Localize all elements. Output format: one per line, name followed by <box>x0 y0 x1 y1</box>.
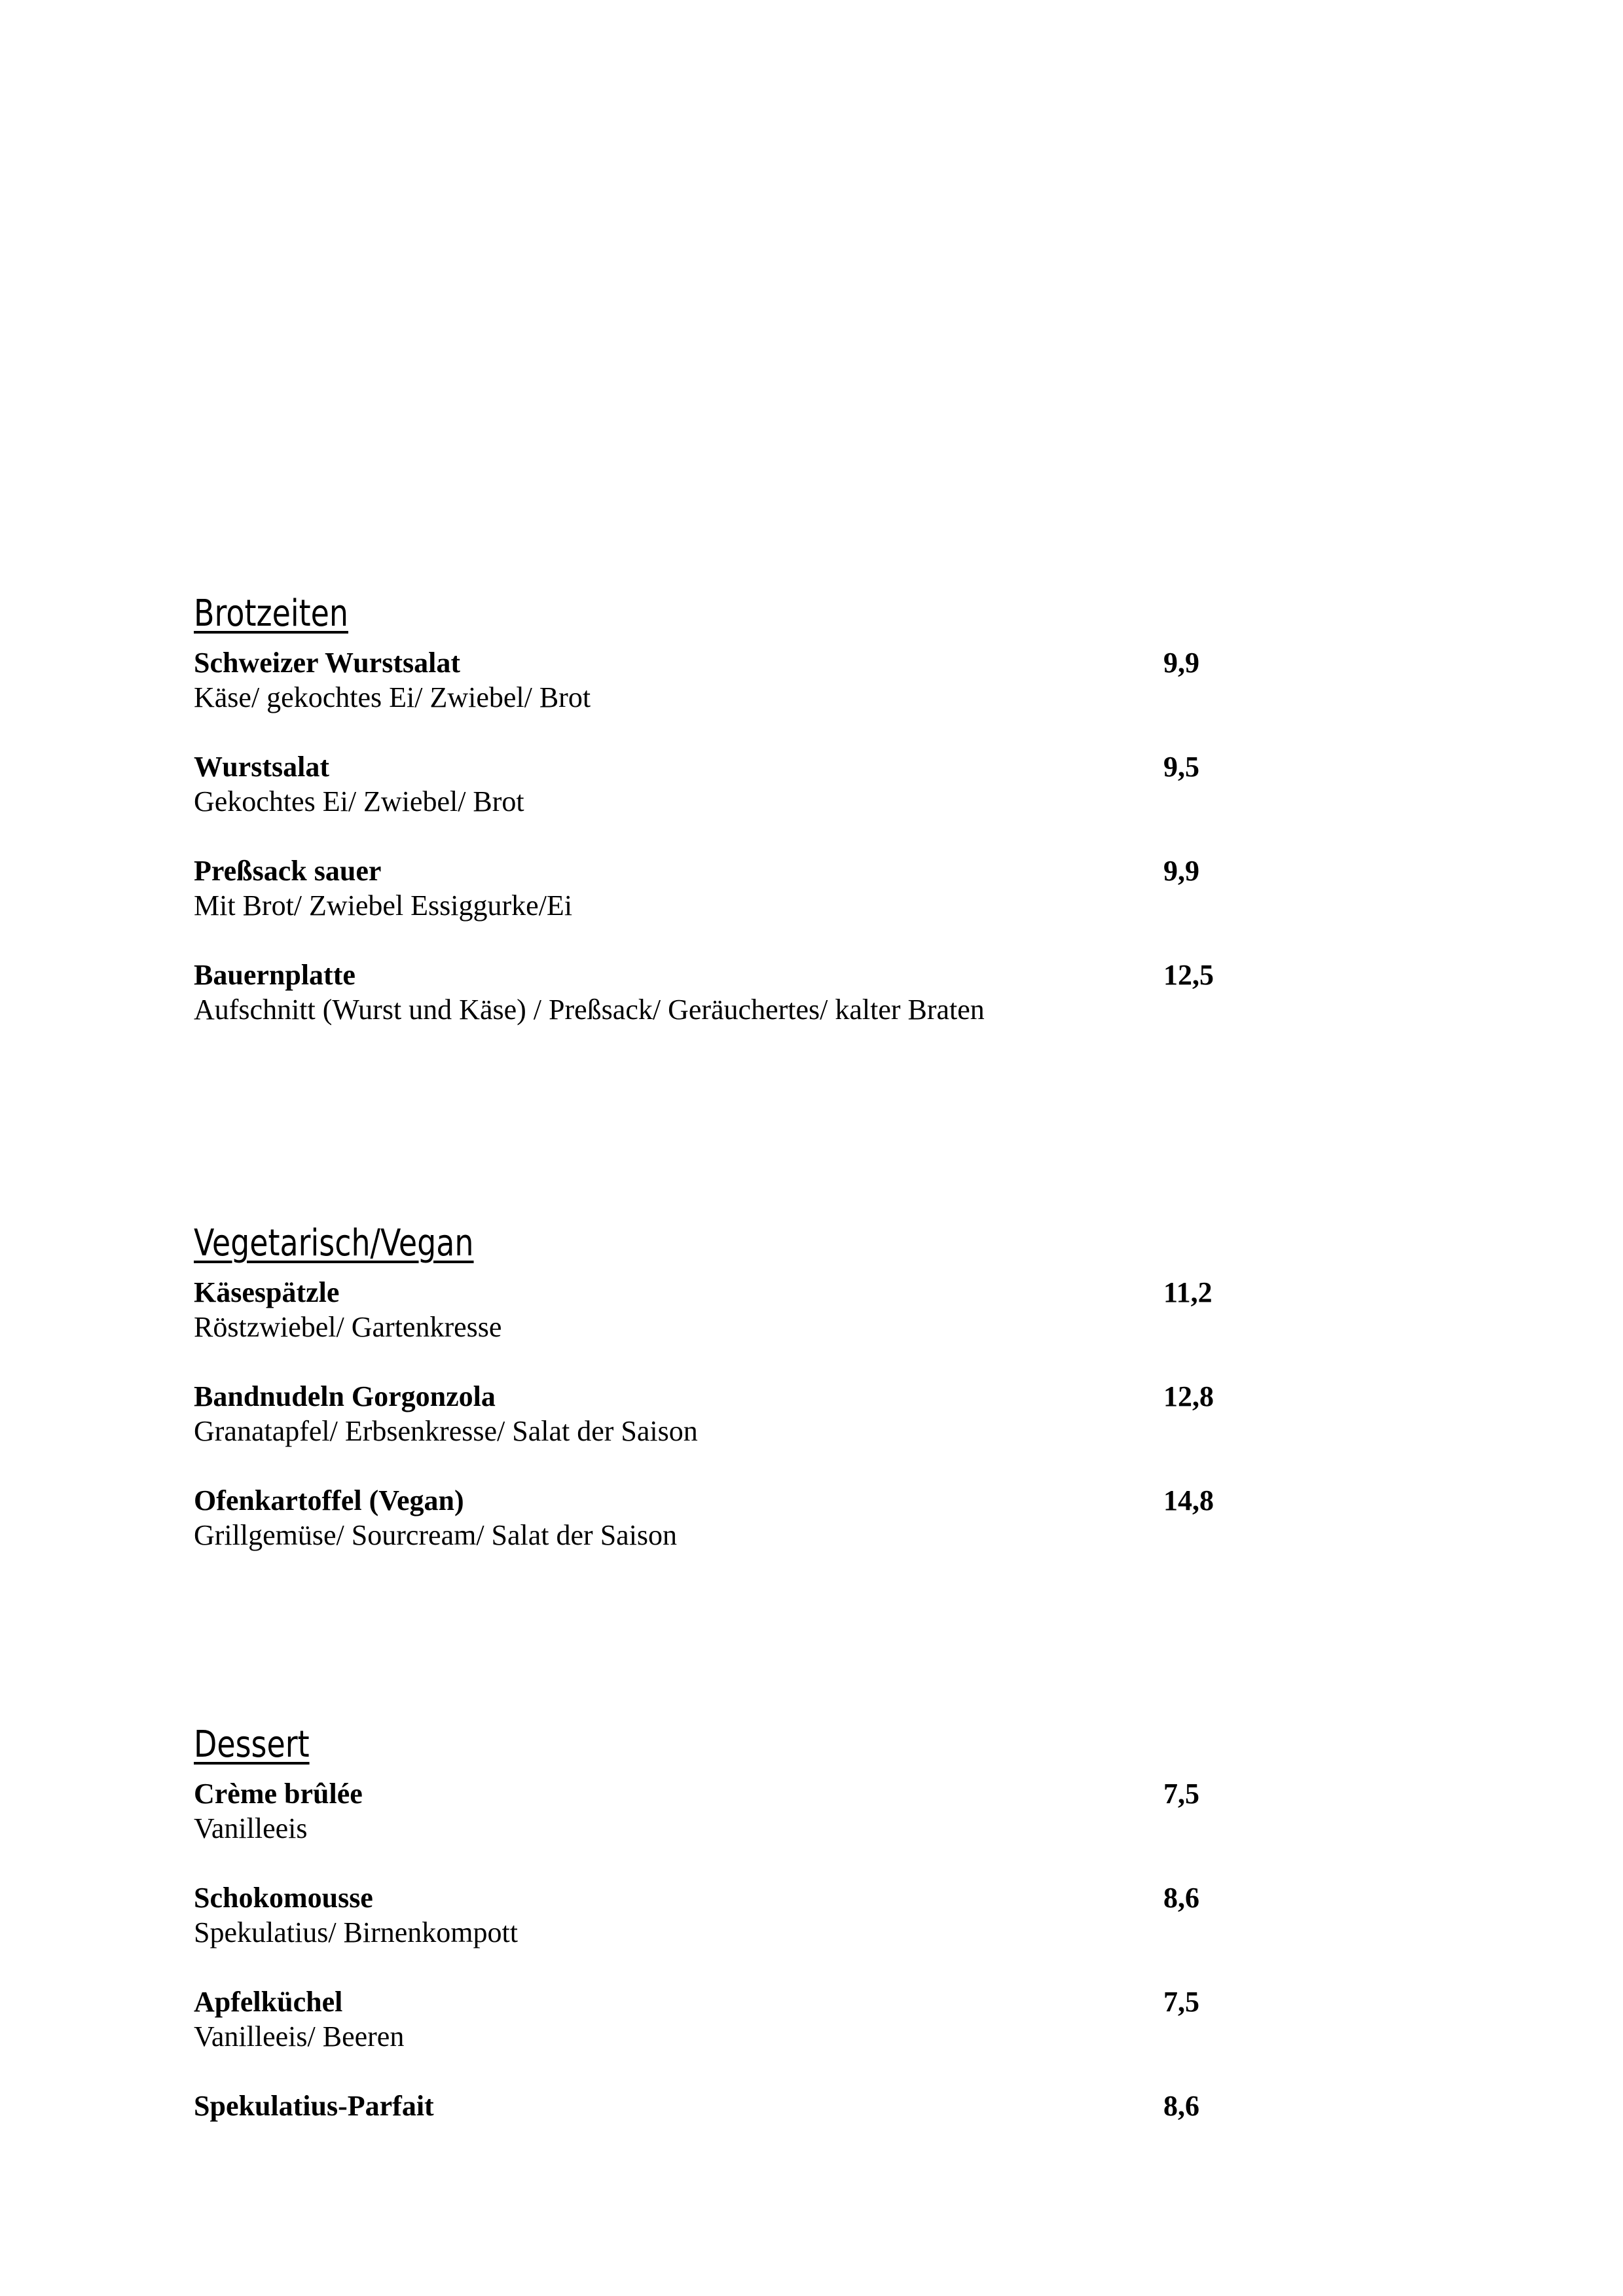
menu-item-price: 12,8 <box>1163 1380 1214 1412</box>
menu-item-name: Schweizer Wurstsalat <box>194 647 460 679</box>
menu-item-description: Mit Brot/ Zwiebel Essiggurke/Ei <box>194 889 573 922</box>
section-title-brotzeiten: Brotzeiten <box>194 592 348 635</box>
menu-item-name: Bauernplatte <box>194 959 356 991</box>
menu-item-price: 11,2 <box>1163 1276 1213 1308</box>
menu-item-description: Käse/ gekochtes Ei/ Zwiebel/ Brot <box>194 681 591 713</box>
menu-item-name: Käsespätzle <box>194 1276 340 1308</box>
menu-item-price: 9,9 <box>1163 855 1199 887</box>
menu-item-price: 12,5 <box>1163 959 1214 991</box>
menu-item-name: Spekulatius-Parfait <box>194 2090 434 2122</box>
menu-item-price: 7,5 <box>1163 1986 1199 2018</box>
menu-item-price: 8,6 <box>1163 2090 1199 2122</box>
section-title-dessert: Dessert <box>194 1723 310 1766</box>
menu-item-name: Schokomousse <box>194 1882 373 1914</box>
menu-item-price: 14,8 <box>1163 1484 1214 1516</box>
menu-item-description: Vanilleeis/ Beeren <box>194 2020 405 2053</box>
menu-item-description: Spekulatius/ Birnenkompott <box>194 1916 518 1948</box>
menu-item-name: Apfelküchel <box>194 1986 343 2018</box>
menu-item-description: Röstzwiebel/ Gartenkresse <box>194 1311 502 1343</box>
section-title-vegetarisch-vegan: Vegetarisch/Vegan <box>194 1222 474 1265</box>
menu-item-price: 9,5 <box>1163 751 1199 783</box>
menu-item-name: Bandnudeln Gorgonzola <box>194 1380 496 1412</box>
menu-item-description: Vanilleeis <box>194 1812 308 1844</box>
menu-item-name: Wurstsalat <box>194 751 329 783</box>
menu-item-price: 7,5 <box>1163 1778 1199 1810</box>
menu-item-description: Granatapfel/ Erbsenkresse/ Salat der Saison <box>194 1415 698 1447</box>
menu-item-name: Ofenkartoffel (Vegan) <box>194 1484 464 1516</box>
menu-item-name: Preßsack sauer <box>194 855 382 887</box>
menu-item-description: Gekochtes Ei/ Zwiebel/ Brot <box>194 785 524 817</box>
menu-item-name: Crème brûlée <box>194 1778 363 1810</box>
menu-item-description: Aufschnitt (Wurst und Käse) / Preßsack/ Geräuchertes/ kalter Braten <box>194 994 985 1026</box>
menu-item-price: 8,6 <box>1163 1882 1199 1914</box>
menu-item-price: 9,9 <box>1163 647 1199 679</box>
menu-item-description: Grillgemüse/ Sourcream/ Salat der Saison <box>194 1519 678 1551</box>
